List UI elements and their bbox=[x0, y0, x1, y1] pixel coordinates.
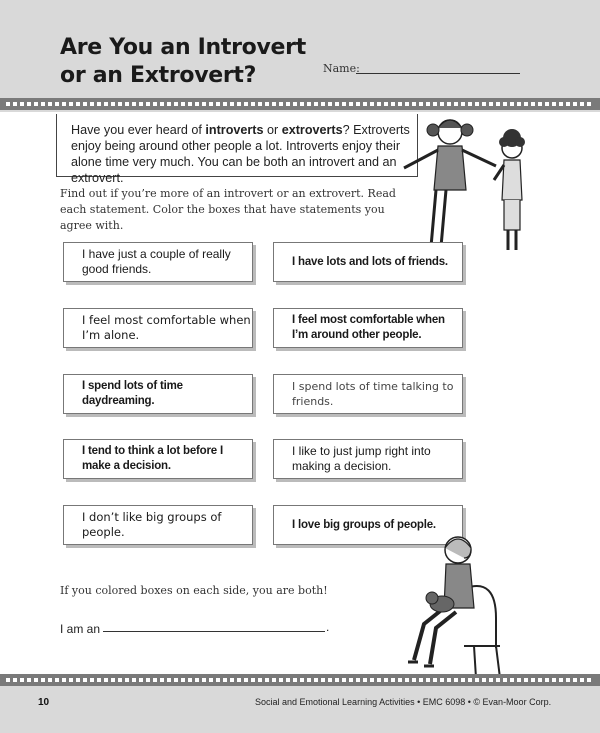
statement-card-right-3[interactable]: I spend lots of time talking to friends. bbox=[273, 374, 463, 414]
iam-period: . bbox=[326, 620, 330, 634]
header-dashed-border bbox=[0, 98, 600, 110]
page-number: 10 bbox=[38, 697, 50, 708]
statement-card-left-1[interactable]: I have just a couple of really good friends. bbox=[63, 242, 253, 282]
iam-label: I am an bbox=[60, 622, 101, 636]
talking-children-illustration bbox=[400, 110, 540, 260]
title-line-1: Are You an Introvert bbox=[60, 35, 306, 60]
statement-card-right-2[interactable]: I feel most comfortable when I’m around other people. bbox=[273, 308, 463, 348]
footer-credit: Social and Emotional Learning Activities • EMC 6098 • © Evan-Moor Corp. bbox=[255, 697, 552, 707]
iam-answer-line[interactable] bbox=[103, 631, 325, 632]
footer-dashed-border bbox=[0, 674, 600, 686]
statement-card-left-4[interactable]: I tend to think a lot before I make a decision. bbox=[63, 439, 253, 479]
instructions: Find out if you’re more of an introvert or an extrovert. Read each statement. Color the boxes that have statements you agree with. bbox=[60, 187, 396, 232]
page-title bbox=[60, 34, 306, 90]
intro-box bbox=[56, 114, 418, 185]
title-line-2: or an Extrovert? bbox=[60, 63, 257, 88]
term-extroverts: extroverts bbox=[281, 123, 343, 137]
footer-band bbox=[0, 686, 600, 733]
statement-card-right-5[interactable]: I love big groups of people. bbox=[273, 505, 463, 545]
statement-card-right-4[interactable]: I like to just jump right into making a decision. bbox=[273, 439, 463, 479]
statement-card-left-3[interactable]: I spend lots of time daydreaming. bbox=[63, 374, 253, 414]
statement-card-right-1[interactable]: I have lots and lots of friends. bbox=[273, 242, 463, 282]
statement-card-left-2[interactable]: I feel most comfortable when I’m alone. bbox=[63, 308, 253, 348]
name-input-line[interactable] bbox=[356, 73, 520, 74]
closing-text: If you colored boxes on each side, you are both! bbox=[60, 584, 328, 597]
statement-card-left-5[interactable]: I don’t like big groups of people. bbox=[63, 505, 253, 545]
name-label: Name: bbox=[323, 62, 360, 75]
term-introverts: introverts bbox=[205, 123, 264, 137]
intro-text: Have you ever heard of introverts or extroverts? Extroverts enjoy being around other people a lot. Introverts enjoy their alone time very much. You can be both an introvert and an extrovert. bbox=[71, 123, 410, 185]
reading-person-with-cat-illustration bbox=[404, 528, 514, 678]
